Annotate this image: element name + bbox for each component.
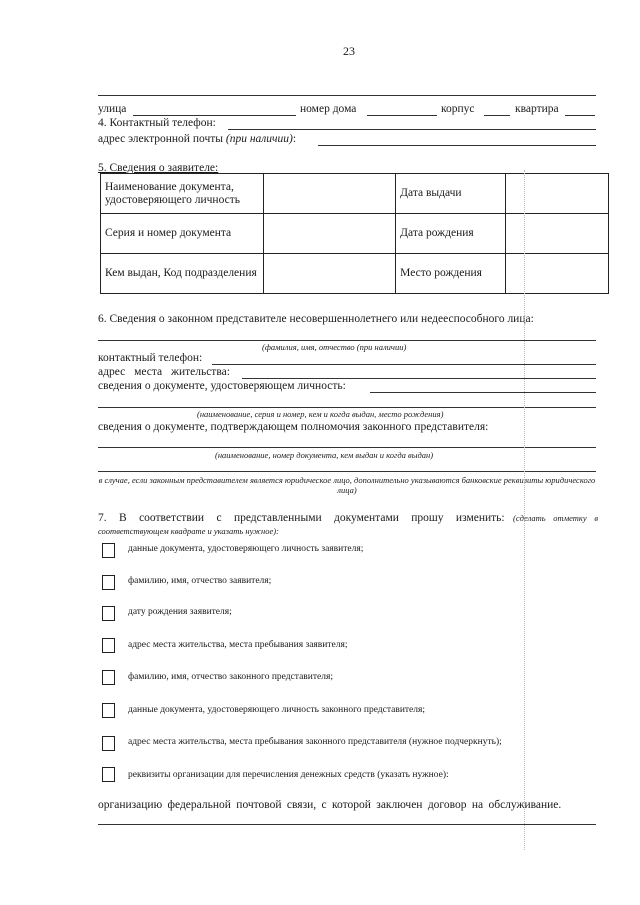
- series-number-value[interactable]: [264, 214, 396, 254]
- doc-name-value[interactable]: [264, 174, 396, 214]
- scan-artifact-line: [524, 170, 525, 850]
- option-org-requisites: реквизиты организации для перечисления денежных средств (указать нужное):: [128, 770, 449, 780]
- address-top-line: [98, 95, 596, 96]
- rep-fio-hint: (фамилия, имя, отчество (при наличии): [262, 342, 407, 352]
- section7-hint: (сделать отметку в соответствующем квадрате и указать нужное):: [98, 513, 599, 536]
- section7-header: [98, 512, 598, 538]
- building-field[interactable]: [484, 115, 510, 116]
- rep-address-label: адрес места жительства:: [98, 366, 230, 378]
- checkbox-applicant-fio[interactable]: [102, 575, 115, 590]
- street-label: улица: [98, 103, 127, 115]
- checkbox-rep-doc[interactable]: [102, 703, 115, 718]
- issued-by-value[interactable]: [264, 254, 396, 294]
- checkbox-applicant-address[interactable]: [102, 638, 115, 653]
- section5-title: 5. Сведения о заявителе:: [98, 162, 219, 174]
- rep-phone-label: контактный телефон:: [98, 352, 203, 364]
- birth-place-value[interactable]: [506, 254, 609, 294]
- checkbox-applicant-birthdate[interactable]: [102, 606, 115, 621]
- rep-authority-doc-field[interactable]: [98, 447, 596, 448]
- option-applicant-fio: фамилию, имя, отчество заявителя;: [128, 576, 272, 586]
- street-field[interactable]: [133, 115, 296, 116]
- rep-identity-doc-label: сведения о документе, удостоверяющем личность:: [98, 380, 346, 392]
- checkbox-org-requisites[interactable]: [102, 767, 115, 782]
- section7-title: 7. В соответствии с представленными документами прошу изменить:: [98, 512, 505, 524]
- issue-date-label: Дата выдачи: [396, 174, 506, 214]
- rep-authority-doc-label: сведения о документе, подтверждающем полномочия законного представителя:: [98, 421, 489, 433]
- section6-title: 6. Сведения о законном представителе несовершеннолетнего или недееспособного лица:: [98, 313, 534, 325]
- rep-identity-doc-hint: (наименование, серия и номер, кем и когда выдан, место рождения): [197, 409, 444, 419]
- checkbox-rep-fio[interactable]: [102, 670, 115, 685]
- birth-place-label: Место рождения: [396, 254, 506, 294]
- email-field[interactable]: [318, 145, 596, 146]
- rep-identity-doc-field-2[interactable]: [98, 407, 596, 408]
- option-applicant-doc: данные документа, удостоверяющего личность заявителя;: [128, 544, 364, 554]
- house-field[interactable]: [367, 115, 437, 116]
- checkbox-rep-address[interactable]: [102, 736, 115, 751]
- issued-by-label: Кем выдан, Код подразделения: [101, 254, 264, 294]
- house-label: номер дома: [300, 103, 357, 115]
- rep-identity-doc-field[interactable]: [370, 392, 596, 393]
- email-label-text: адрес электронной почты: [98, 133, 223, 145]
- phone-field[interactable]: [228, 129, 596, 130]
- series-number-label: Серия и номер документа: [101, 214, 264, 254]
- table-row: [101, 174, 609, 214]
- email-label: адрес электронной почты (при наличии):: [98, 133, 297, 145]
- option-rep-doc: данные документа, удостоверяющего личность законного представителя;: [128, 705, 426, 715]
- option-rep-fio: фамилию, имя, отчество законного представителя;: [128, 672, 333, 682]
- checkbox-applicant-doc[interactable]: [102, 543, 115, 558]
- postal-org-text: организацию федеральной почтовой связи, с которой заключен договор на обслуживание.: [98, 799, 562, 811]
- option-applicant-birthdate: дату рождения заявителя;: [128, 607, 232, 617]
- rep-address-field[interactable]: [242, 378, 596, 379]
- rep-phone-field[interactable]: [212, 364, 596, 365]
- legal-entity-note-text: в случае, если законным представителем является юридическое лицо, дополнительно указываются банковские реквизиты юридического лица): [98, 475, 596, 495]
- option-applicant-address: адрес места жительства, места пребывания заявителя;: [128, 640, 348, 650]
- birth-date-value[interactable]: [506, 214, 609, 254]
- building-label: корпус: [441, 103, 475, 115]
- issue-date-value[interactable]: [506, 174, 609, 214]
- rep-fio-field[interactable]: [98, 340, 596, 341]
- birth-date-label: Дата рождения: [396, 214, 506, 254]
- rep-authority-doc-hint: (наименование, номер документа, кем выдан и когда выдан): [215, 450, 434, 460]
- applicant-info-table: [100, 173, 609, 294]
- doc-name-label: Наименование документа, удостоверяющего личность: [101, 174, 264, 214]
- table-row: [101, 214, 609, 254]
- phone-label: 4. Контактный телефон:: [98, 117, 216, 129]
- rep-legal-entity-field[interactable]: [98, 471, 596, 472]
- apartment-label: квартира: [515, 103, 559, 115]
- page-number: 23: [343, 44, 355, 58]
- postal-org-field[interactable]: [98, 824, 596, 825]
- apartment-field[interactable]: [565, 115, 595, 116]
- email-hint: (при наличии): [225, 133, 293, 145]
- option-rep-address: адрес места жительства, места пребывания законного представителя (нужное подчеркнуть);: [128, 737, 502, 747]
- legal-entity-note: [98, 475, 596, 495]
- table-row: [101, 254, 609, 294]
